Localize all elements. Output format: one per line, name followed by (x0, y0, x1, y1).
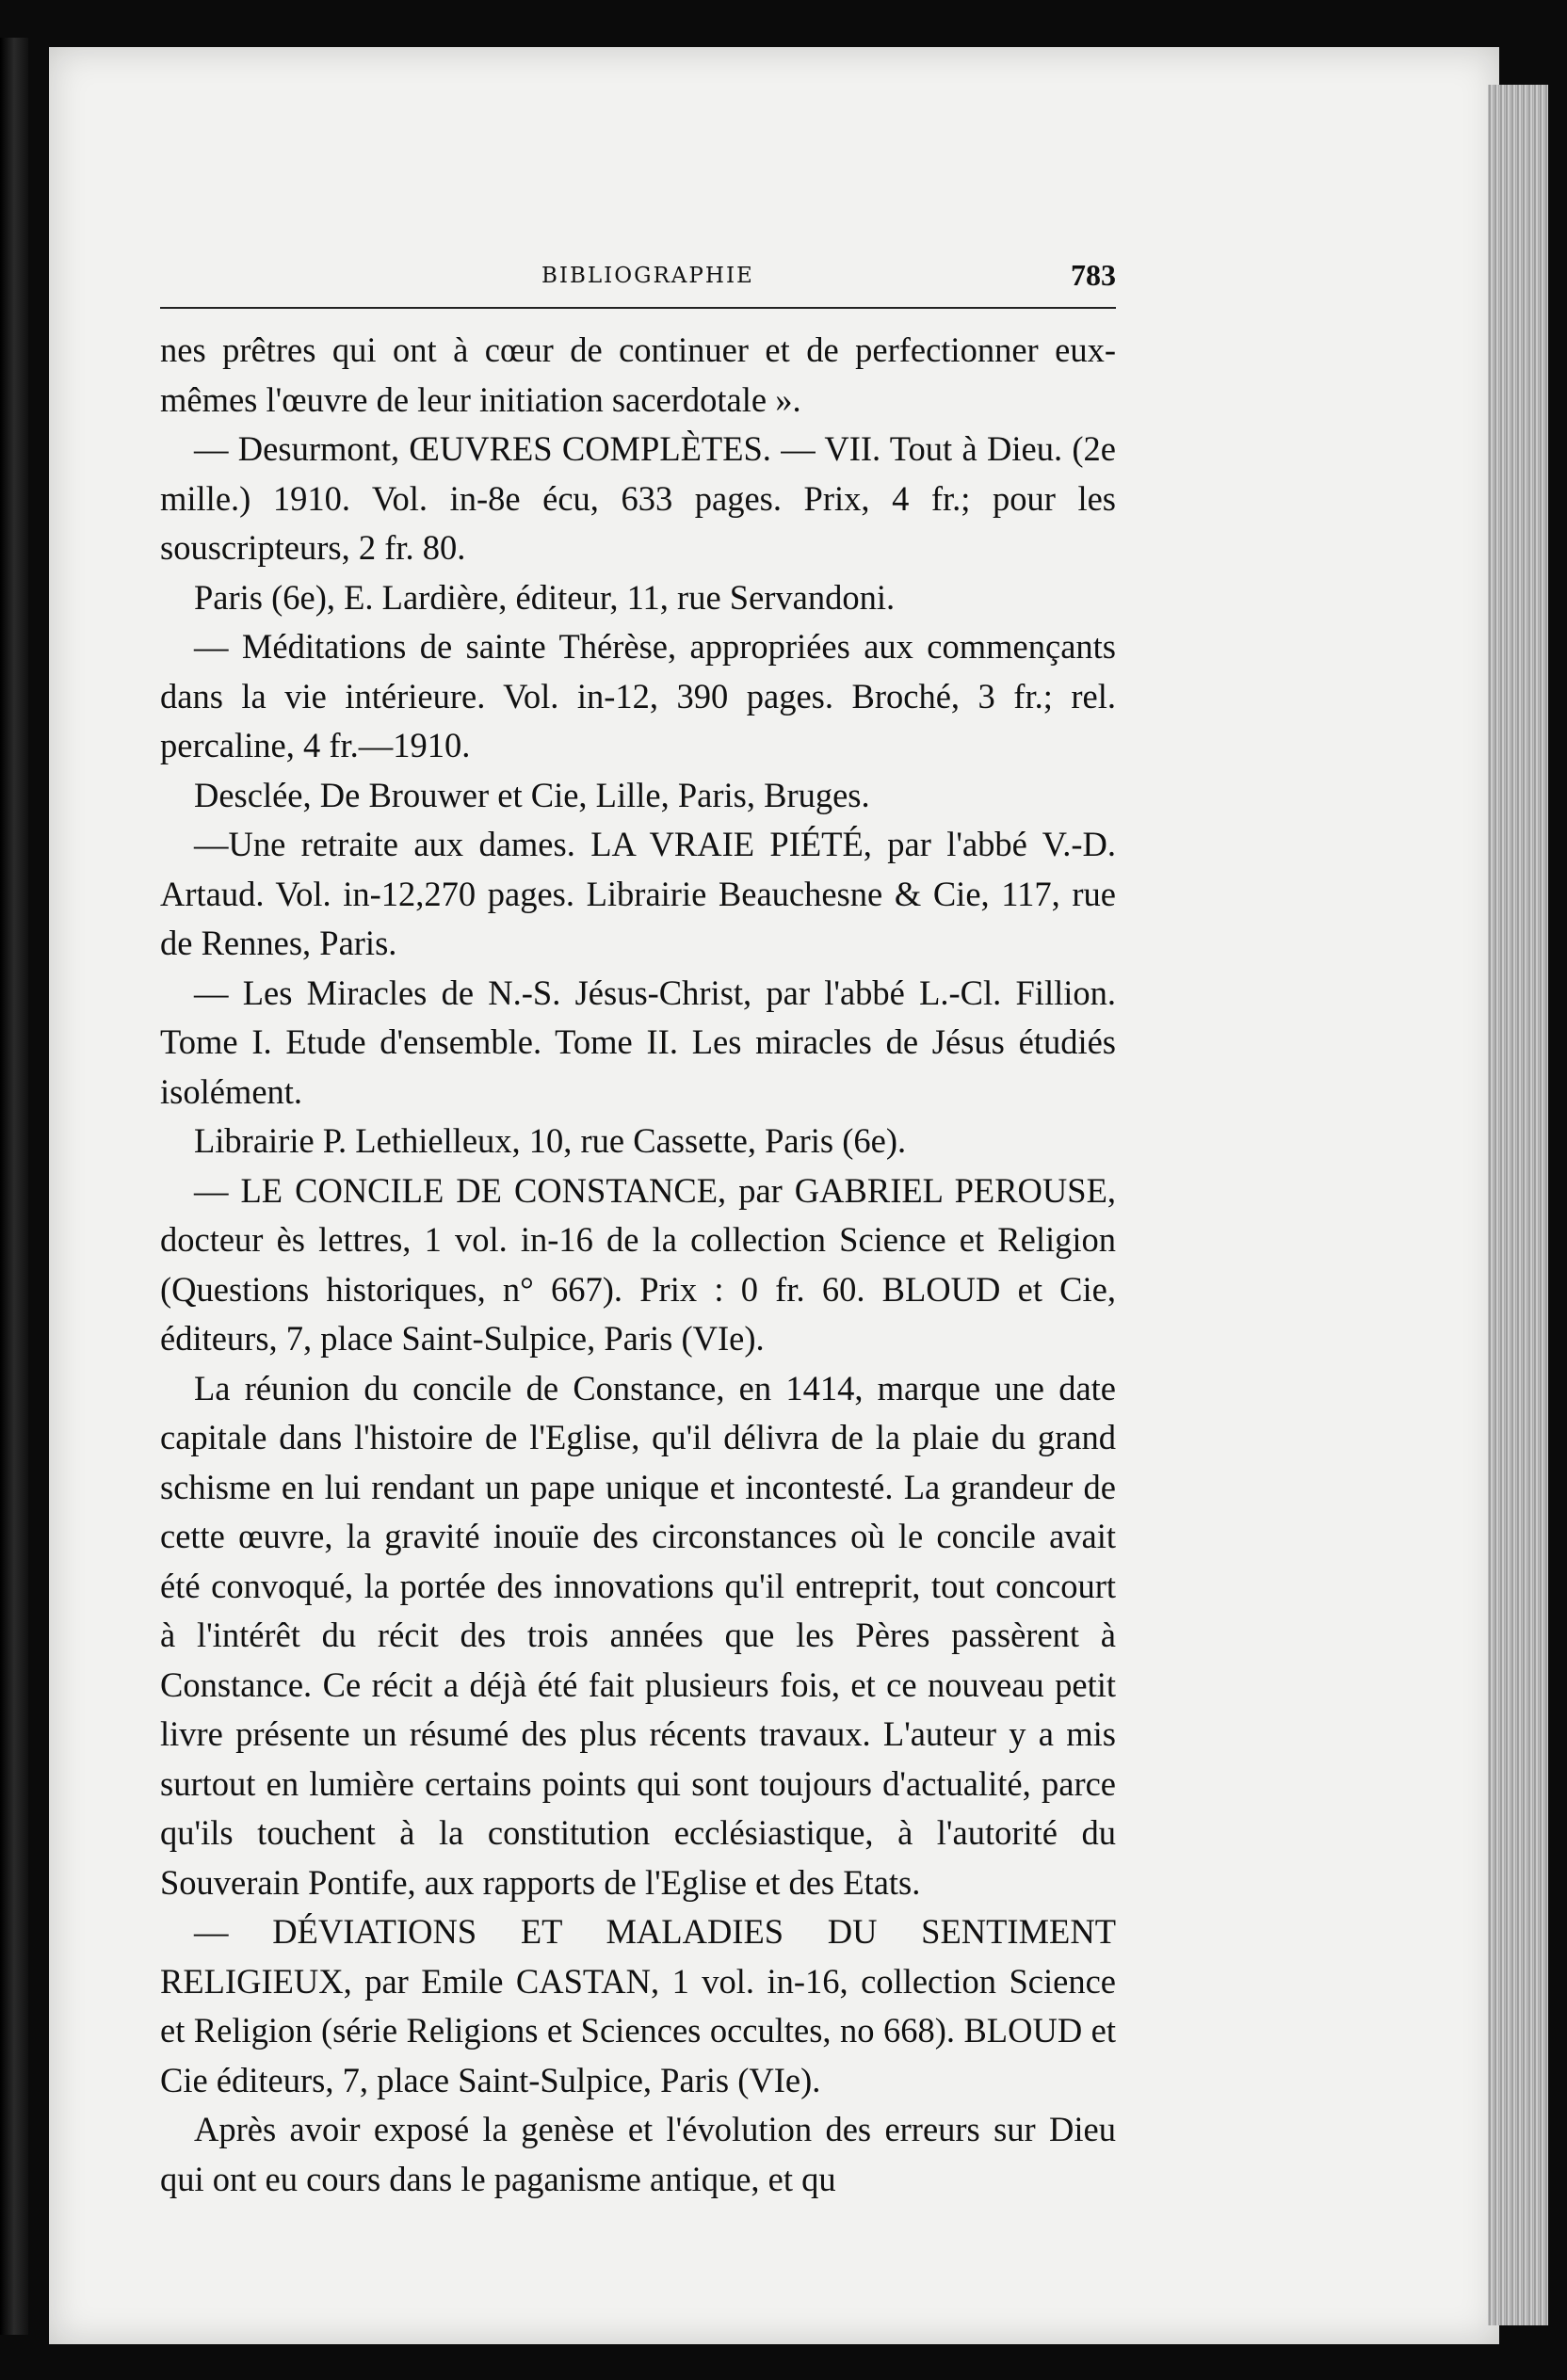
page-number: 783 (1071, 258, 1116, 292)
adjacent-page-edge (0, 38, 28, 2335)
paragraph: — LE CONCILE DE CONSTANCE, par GABRIEL PEROUSE, docteur ès lettres, 1 vol. in-16 de la collection Science et Religion (Questions historiques, n° 667). Prix : 0 fr. 60. BLOUD et Cie, éditeurs, 7, place Saint-Sulpice, Paris (VIe). (160, 1170, 1116, 1358)
paragraph: Desclée, De Brouwer et Cie, Lille, Paris, Bruges. (194, 775, 870, 814)
paragraph: La réunion du concile de Constance, en 1414, marque une date capitale dans l'histoire de l'Eglise, qu'il délivra de la plaie du grand schisme en lui rendant un pape unique et incontesté. La grandeur de cette œuvre, la gravité inouïe des circonstances où le concile avait été convoqué, la portée des innovations qu'il entreprit, tout concourt à l'intérêt du récit des trois années que les Pères passèrent à Constance. Ce récit a déjà été fait plusieurs fois, et ce nouveau petit livre présente un résumé des plus récents travaux. L'auteur y a mis surtout en lumière certains points qui sont toujours d'actualité, parce qu'ils touchent à la constitution ecclésiastique, à l'autorité du Souverain Pontife, aux rapports de l'Eglise et des Etats. (160, 1368, 1116, 1902)
paragraph: Librairie P. Lethielleux, 10, rue Cassette, Paris (6e). (194, 1121, 907, 1160)
paragraph: Paris (6e), E. Lardière, éditeur, 11, rue Servandoni. (194, 577, 896, 617)
paragraph: nes prêtres qui ont à cœur de continuer et de perfectionner eux-mêmes l'œuvre de leur initiation sacerdotale ». (160, 330, 1116, 419)
paragraph: — Desurmont, ŒUVRES COMPLÈTES. — VII. Tout à Dieu. (2e mille.) 1910. Vol. in-8e écu, 633 pages. Prix, 4 fr.; pour les souscripteurs, 2 fr. 80. (160, 429, 1116, 567)
running-head-title: BIBLIOGRAPHIE (541, 264, 754, 288)
page-stack-edge (1488, 85, 1548, 2325)
running-head (160, 258, 1116, 309)
page-text-block (160, 258, 1116, 2204)
paragraph: —Une retraite aux dames. LA VRAIE PIÉTÉ, par l'abbé V.-D. Artaud. Vol. in-12,270 pages. Librairie Beauchesne & Cie, 117, rue de Rennes, Paris. (160, 825, 1116, 962)
paragraph: Après avoir exposé la genèse et l'évolution des erreurs sur Dieu qui ont eu cours dans le paganisme antique, et qu (160, 2110, 1116, 2198)
paragraph: — Méditations de sainte Thérèse, appropriées aux commençants dans la vie intérieure. Vol. in-12, 390 pages. Broché, 3 fr.; rel. percaline, 4 fr.—1910. (160, 627, 1116, 764)
paragraph: — DÉVIATIONS ET MALADIES DU SENTIMENT RELIGIEUX, par Emile CASTAN, 1 vol. in-16, collection Science et Religion (série Religions et Sciences occultes, no 668). BLOUD et Cie éditeurs, 7, place Saint-Sulpice, Paris (VIe). (160, 1912, 1116, 2099)
body-text (160, 326, 1116, 2204)
paragraph: — Les Miracles de N.-S. Jésus-Christ, par l'abbé L.-Cl. Fillion. Tome I. Etude d'ensemble. Tome II. Les miracles de Jésus étudiés isolément. (160, 973, 1116, 1111)
